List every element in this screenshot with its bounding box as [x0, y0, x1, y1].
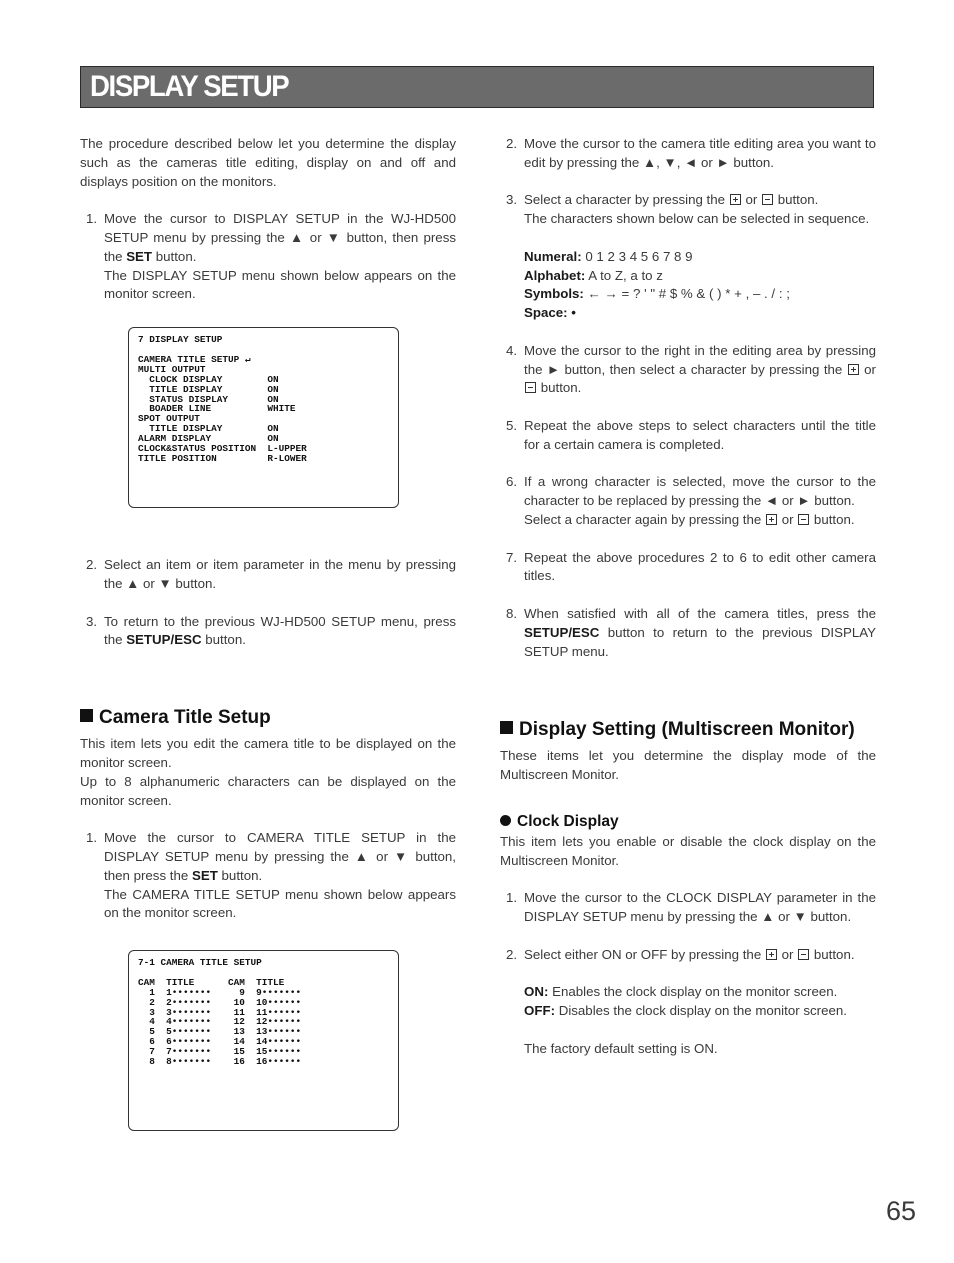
camera-title-menu-screen [128, 950, 399, 1131]
step-text: If a wrong character is selected, move the cursor to the character to be replaced by pressing the ◄ or ► button. [524, 474, 876, 509]
plus-key-icon [766, 949, 777, 960]
square-bullet-icon [500, 721, 513, 734]
on-text: Enables the clock display on the monitor screen. [548, 984, 838, 1000]
menu-line: 1 1••••••• 9 9••••••• [138, 986, 302, 998]
alphabet-values: A to Z, a to z [585, 267, 663, 283]
step-number: 2. [86, 557, 98, 573]
or-text: or [781, 946, 794, 962]
heading-text: Camera Title Setup [99, 707, 271, 729]
step-text [104, 210, 456, 266]
camera-title-step-4 [500, 342, 876, 398]
step-text: Select an item or item parameter in the menu by pressing the ▲ or ▼ button. [104, 557, 456, 591]
heading-text: Display Setting (Multiscreen Monitor) [519, 719, 855, 741]
step-text [524, 191, 876, 210]
step-number: 4. [506, 342, 518, 358]
step-text-part: button to return to the previous DISPLAY SETUP menu. [524, 624, 876, 659]
step-text [104, 829, 456, 885]
symbols-line [524, 285, 876, 304]
step-text [524, 342, 876, 398]
space-label: Space: • [524, 305, 576, 321]
setup-esc-key: SETUP/ESC [524, 624, 600, 640]
step-number: 8. [506, 605, 518, 621]
symbols-label: Symbols: [524, 286, 584, 302]
step-number: 2. [506, 946, 518, 962]
symbols-values: ← → = ? ' " # $ % & ( ) * + , – . / : ; [583, 286, 790, 302]
plus-key-icon [848, 364, 859, 375]
clock-display-heading [500, 811, 876, 833]
menu-line: 4 4••••••• 12 12•••••• [138, 1016, 302, 1028]
step-text [524, 511, 876, 530]
step-text: Move the cursor to the camera title editing area you want to edit by pressing the ▲, ▼, ◄ or ► button. [524, 136, 876, 170]
intro-paragraph: The procedure described below let you determine the display such as the cameras title editing, display on and off and displays position on the monitors. [80, 136, 456, 189]
menu-line: BOADER LINE WHITE [138, 403, 296, 415]
minus-key-icon [798, 514, 809, 525]
set-key: SET [126, 248, 153, 264]
menu-line: 6 6••••••• 14 14•••••• [138, 1036, 302, 1048]
step-extra: The DISPLAY SETUP menu shown below appears on the monitor screen. [104, 267, 456, 302]
menu-line: 7 7••••••• 15 15•••••• [138, 1046, 302, 1058]
step-text: Repeat the above steps to select characters until the title for a certain camera is completed. [524, 417, 876, 452]
camera-title-step-3 [500, 191, 876, 323]
step-number: 7. [506, 549, 518, 565]
step-number: 1. [86, 211, 98, 227]
minus-key-icon [798, 949, 809, 960]
step-text-part: button. [217, 867, 263, 883]
step-text [524, 946, 876, 965]
menu-line: 5 5••••••• 13 13•••••• [138, 1026, 302, 1038]
menu-line: CAMERA TITLE SETUP ↵ [138, 353, 251, 365]
multiscreen-paragraph: These items let you determine the display mode of the Multiscreen Monitor. [500, 748, 876, 783]
alphabet-line [524, 267, 876, 286]
step-text [524, 605, 876, 661]
on-label: ON: [524, 984, 549, 1000]
off-label: OFF: [524, 1003, 556, 1019]
left-column [80, 135, 456, 1131]
menu-line: STATUS DISPLAY ON [138, 393, 279, 405]
step-text-part: button. [201, 632, 246, 648]
step-text-part: Select a character again by pressing the [524, 511, 762, 527]
page-title: DISPLAY SETUP [90, 70, 289, 103]
on-description [524, 983, 876, 1002]
clock-paragraph: This item lets you enable or disable the clock display on the Multiscreen Monitor. [500, 833, 876, 868]
step-extra: The CAMERA TITLE SETUP menu shown below appears on the monitor screen. [104, 886, 456, 921]
step-text: Repeat the above procedures 2 to 6 to edit other camera titles. [524, 549, 876, 584]
step-number: 5. [506, 417, 518, 433]
camera-title-step-8 [500, 605, 876, 661]
camera-title-step-5 [500, 417, 876, 455]
menu-line: CLOCK DISPLAY ON [138, 373, 279, 385]
step-number: 1. [506, 890, 518, 906]
menu-line: TITLE POSITION R-LOWER [138, 452, 307, 464]
minus-key-icon [525, 382, 536, 393]
camera-title-step-1 [80, 829, 456, 923]
menu-line: 8 8••••••• 16 16•••••• [138, 1056, 302, 1068]
numeral-values: 0 1 2 3 4 5 6 7 8 9 [581, 248, 693, 264]
menu-line: SPOT OUTPUT [138, 413, 200, 425]
camera-title-step-7 [500, 549, 876, 587]
off-text: Disables the clock display on the monitor screen. [555, 1003, 847, 1019]
step-text-part: Move the cursor to the right in the editing area by pressing the ► button, then select a character by pressing the [524, 342, 876, 377]
step-text-part: Move the cursor to CAMERA TITLE SETUP in the DISPLAY SETUP menu by pressing the ▲ or ▼ button, then press the [104, 830, 456, 883]
clock-step-2 [500, 946, 876, 1059]
menu-line: ALARM DISPLAY ON [138, 433, 279, 445]
page-number: 65 [886, 1196, 917, 1226]
setup-esc-key: SETUP/ESC [126, 632, 202, 648]
or-text: or [864, 361, 876, 377]
step-text: Move the cursor to the CLOCK DISPLAY parameter in the DISPLAY SETUP menu by pressing the ▲ or ▼ button. [524, 890, 876, 925]
alphabet-label: Alphabet: [524, 267, 586, 283]
step-text-part: button. [152, 248, 197, 264]
step-number: 2. [506, 136, 518, 151]
space-line [524, 304, 876, 323]
step-text-part: Select either ON or OFF by pressing the [524, 946, 762, 962]
step-text-part: Move the cursor to DISPLAY SETUP in the WJ-HD500 SETUP menu by pressing the ▲ or ▼ button, then press the [104, 211, 456, 264]
numeral-label: Numeral: [524, 248, 582, 264]
menu-line: CLOCK&STATUS POSITION L-UPPER [138, 442, 307, 454]
menu-line: 3 3••••••• 11 11•••••• [138, 1006, 302, 1018]
numeral-line [524, 248, 876, 267]
plus-key-icon [766, 514, 777, 525]
or-text: or [781, 511, 794, 527]
step-text-part: button. [777, 192, 819, 208]
camera-title-paragraph: Up to 8 alphanumeric characters can be displayed on the monitor screen. [80, 773, 456, 808]
clock-step-1 [500, 889, 876, 927]
display-step-3 [80, 613, 456, 651]
page-title-bar [80, 66, 874, 108]
step-extra: The characters shown below can be selected in sequence. [524, 211, 870, 227]
default-setting-note: The factory default setting is ON. [524, 1040, 718, 1056]
menu-line: 2 2••••••• 10 10•••••• [138, 996, 302, 1008]
step-text-part: button. [813, 946, 855, 962]
menu-line: 7 DISPLAY SETUP [138, 334, 223, 346]
multiscreen-heading [500, 717, 876, 743]
menu-line: MULTI OUTPUT [138, 363, 206, 375]
menu-line: CAM TITLE CAM TITLE [138, 976, 285, 988]
plus-key-icon [730, 194, 741, 205]
step-number: 1. [86, 830, 98, 846]
camera-title-paragraph: This item lets you edit the camera title to be displayed on the monitor screen. [80, 736, 456, 770]
display-step-2 [80, 556, 456, 594]
step-text-part: When satisfied with all of the camera titles, press the [524, 605, 876, 621]
step-text-part: button. [540, 380, 582, 396]
heading-text: Clock Display [517, 812, 619, 830]
off-description [524, 1002, 876, 1021]
step-number: 6. [506, 474, 518, 490]
step-number: 3. [506, 192, 518, 208]
or-text: or [745, 192, 758, 208]
menu-line: TITLE DISPLAY ON [138, 423, 279, 435]
step-text-part: To return to the previous WJ-HD500 SETUP menu, press the [104, 613, 456, 648]
display-step-1 [80, 210, 456, 304]
camera-title-setup-heading [80, 705, 456, 731]
circle-bullet-icon [500, 815, 511, 826]
step-text-part: button. [813, 511, 855, 527]
square-bullet-icon [80, 709, 93, 722]
set-key: SET [191, 867, 218, 883]
step-text-part: Select a character by pressing the [524, 192, 726, 208]
menu-line: TITLE DISPLAY ON [138, 383, 279, 395]
minus-key-icon [762, 194, 773, 205]
step-text [104, 613, 456, 651]
menu-line: 7-1 CAMERA TITLE SETUP [138, 957, 262, 969]
right-column [500, 135, 876, 1058]
camera-title-step-2 [500, 135, 876, 173]
display-setup-menu-screen [128, 327, 399, 508]
step-number: 3. [86, 613, 98, 629]
camera-title-step-6 [500, 473, 876, 529]
